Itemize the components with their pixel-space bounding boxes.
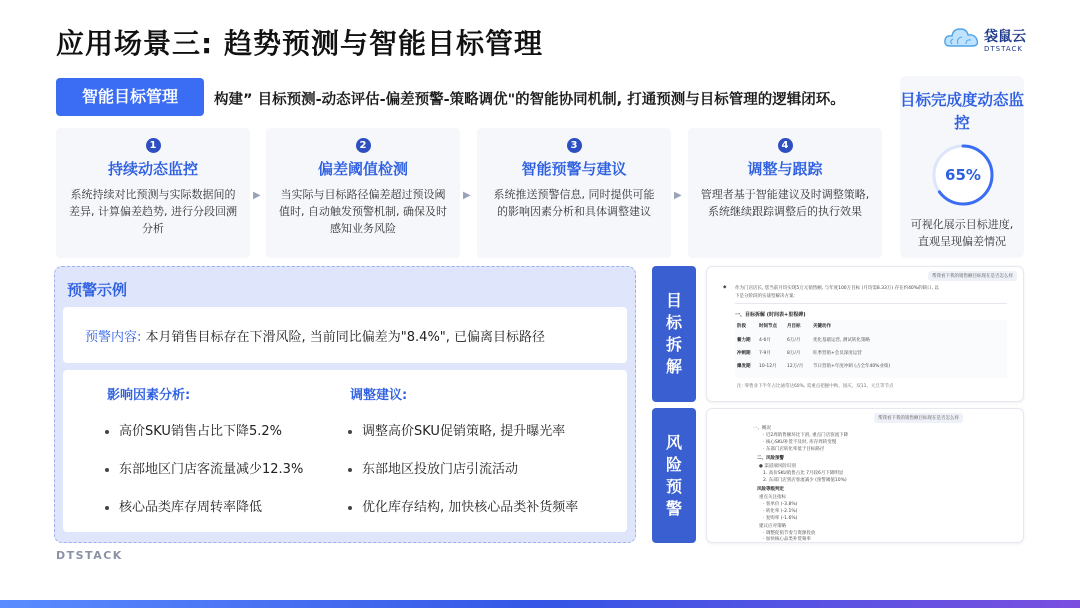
suggestions-heading: 调整建议: <box>350 388 408 403</box>
brand-name-cn: 袋鼠云 <box>984 29 1026 45</box>
step-number: 3 <box>567 138 582 153</box>
step-card-4 <box>688 128 882 258</box>
completion-percent: 65% <box>945 166 981 184</box>
step-description: 系统推送预警信息, 同时提供可能的影响因素分析和具体调整建议 <box>493 188 655 218</box>
footer-brand: DTSTACK <box>56 549 123 562</box>
cloud-logo-icon <box>944 26 980 50</box>
chevron-right-icon: ▶ <box>463 190 471 201</box>
section-tag: 智能目标管理 <box>56 78 204 116</box>
tab-risk-warning: 风 险 预 警 <box>652 408 696 543</box>
warning-content-box <box>63 307 627 363</box>
warning-content <box>85 326 545 345</box>
step-description: 管理者基于智能建议及时调整策略, 系统继续跟踪调整后的执行效果 <box>700 188 870 218</box>
factor-item: 高价SKU销售占比下降5.2% <box>105 420 282 439</box>
step-title: 智能预警与建议 <box>521 160 627 178</box>
analysis-box <box>63 370 627 532</box>
step-card-3 <box>477 128 671 258</box>
step-number: 4 <box>778 138 793 153</box>
suggestion-item: 调整高价SKU促销策略, 提升曝光率 <box>348 420 565 439</box>
factor-item: 东部地区门店客流量减少12.3% <box>105 458 303 477</box>
tagline: 构建” 目标预测-动态评估-偏差预警-策略调优"的智能协同机制, 打通预测与目标管理的逻辑闭环。 <box>214 92 845 108</box>
warning-heading: 预警示例 <box>67 281 128 299</box>
warning-panel <box>54 266 636 543</box>
factor-item: 核心品类库存周转率降低 <box>105 496 262 515</box>
step-title: 偏差阈值检测 <box>317 160 408 178</box>
ai-avatar-icon: ◆ <box>723 285 727 290</box>
completion-card <box>900 76 1024 258</box>
completion-title: 目标完成度动态监控 <box>900 91 1025 132</box>
step-description: 系统持续对比预测与实际数据间的差异, 计算偏差趋势, 进行分段回溯分析 <box>69 188 237 235</box>
factors-heading: 影响因素分析: <box>107 388 191 403</box>
step-card-1 <box>56 128 250 258</box>
chevron-right-icon: ▶ <box>253 190 261 201</box>
warning-content-text: 本月销售目标存在下滑风险, 当前同比偏差为"8.4%", 已偏离目标路径 <box>141 330 546 345</box>
step-title: 调整与跟踪 <box>747 160 823 178</box>
chat-screenshot-target-breakdown: 帮我看下我的销售额目标现在是否怎么样 ◆ 作为门店店长, 您当前月均实现5万元销售额, 与年度100万目标 (月均需8.33万) 存在约40%的缺口, 以 下是分阶段的实战型解决方案: 一、目标拆解 (时间表+里程碑) 阶段 时间节点 月目标 关键动作 蓄力期 4-6月 6万/月 优化基础运营, 测试转化策略 冲刺期 7-9月 8万/月 旺季营销+会员深度运营 爆发期 10-12月 12万/月 节日营销+年度冲刺 (占全年40%业绩) 注: 零售业下半年占比通常达60%, 需重点把握中秋、国庆、双11、元旦等节点 <box>706 266 1024 402</box>
completion-description: 可视化展示目标进度, 直观呈现偏差情况 <box>910 218 1014 248</box>
step-title: 持续动态监控 <box>107 160 198 178</box>
page-title: 应用场景三: 趋势预测与智能目标管理 <box>56 27 543 60</box>
tab-target-breakdown: 目 标 拆 解 <box>652 266 696 402</box>
bottom-accent-bar <box>0 600 1080 608</box>
step-description: 当实际与目标路径偏差超过预设阈值时, 自动触发预警机制, 确保及时感知业务风险 <box>279 188 447 235</box>
step-number: 1 <box>146 138 161 153</box>
chat-screenshot-risk-warning: 帮我看下我的销售额目标现在是否怎么样 一、概况 · 近2周销售额环比下滑, 重点门店客流下降 · 核心SKU补货不及时, 库存周转变慢 · 东部门店转化率低于目标路径 二、风险预警 ● 渠道端风险识别 1. 高价SKU销售占比 7月较6月下降明显 2. 东部门店到店客流减少 (预警阈值10%) 风险等级判定 重点关注指标 · 客单价 (-3.8%) · 转化率 (-2.1%) · 复购率 (-1.6%) 建议应对策略 · 调整促销节奏与资源投放 · 加快核心品类补货频率 <box>706 408 1024 543</box>
chevron-right-icon: ▶ <box>674 190 682 201</box>
suggestion-item: 优化库存结构, 加快核心品类补货频率 <box>348 496 578 515</box>
step-card-2 <box>266 128 460 258</box>
brand-logo <box>944 26 1034 56</box>
step-number: 2 <box>356 138 371 153</box>
warning-content-label: 预警内容: <box>85 330 142 345</box>
suggestion-item: 东部地区投放门店引流活动 <box>348 458 518 477</box>
brand-name-en: DTSTACK <box>984 45 1023 53</box>
